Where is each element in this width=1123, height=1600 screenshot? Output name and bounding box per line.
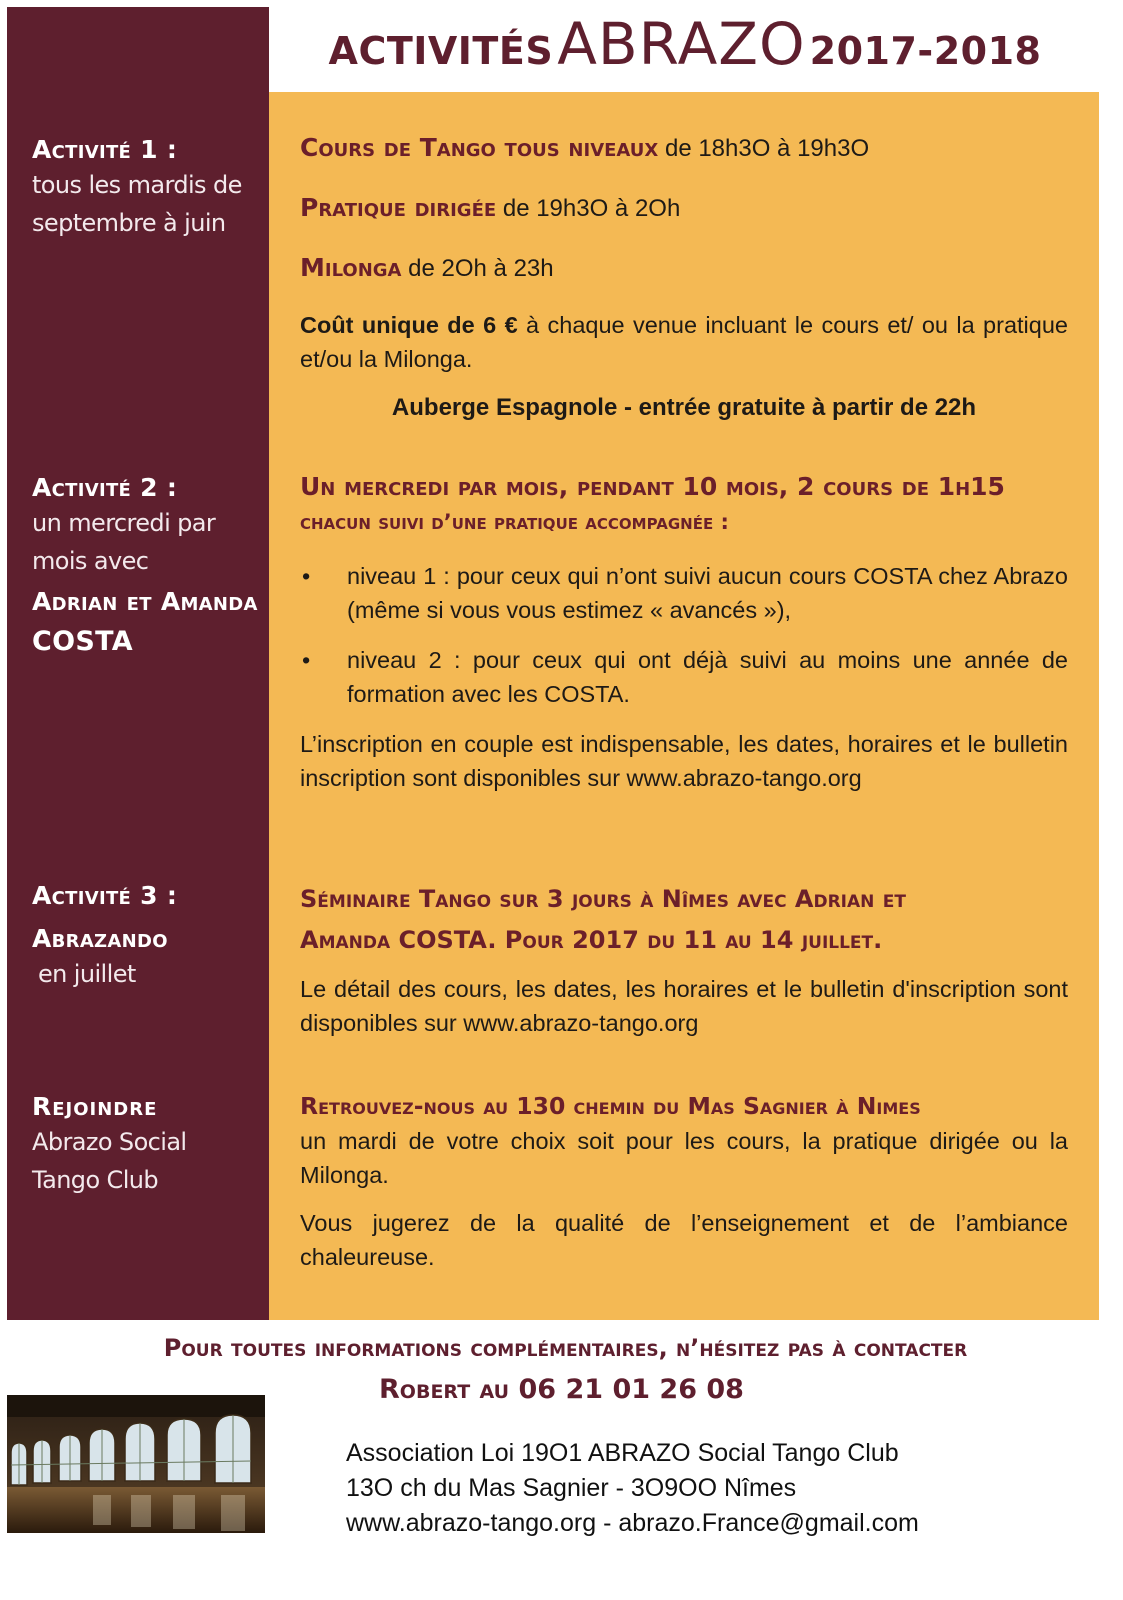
activity1-item-cours-time: de 18h3O à 19h3O (658, 135, 870, 162)
title-years: 2017-2018 (809, 29, 1042, 73)
activity1-side-line2: septembre à juin (32, 209, 226, 237)
activity3-heading-line1: Séminaire Tango sur 3 jours à Nîmes avec Adrian et (300, 885, 906, 913)
activity1-item-pratique-heading: Pratique dirigée (300, 193, 497, 222)
activity3-content (300, 878, 1068, 1040)
title-prefix: ACTIVITÉS (328, 29, 554, 73)
activity1-item-cours (300, 131, 1068, 166)
join-side-line1: Abrazo Social (32, 1128, 187, 1156)
activity2-side-line2: mois avec (32, 547, 149, 575)
activity2-bullet-2: niveau 2 : pour ceux qui ont déjà suivi au moins une année de formation avec les COSTA. (347, 647, 1068, 707)
activity3-detail: Le détail des cours, les dates, les horaires et le bulletin d'inscription sont disponibles sur www.abrazo-tango.org (300, 976, 1068, 1036)
activity2-side-costa: COSTA (32, 626, 133, 657)
activity2-bullet-1: niveau 1 : pour ceux qui n’ont suivi aucun cours COSTA chez Abrazo (même si vous vous estimez « avancés »), (347, 563, 1068, 623)
activity2-side (32, 472, 262, 658)
activity1-item-milonga-heading: Milonga (300, 253, 402, 282)
activity1-label: Activité 1 : (32, 135, 178, 164)
address-line1: Association Loi 19O1 ABRAZO Social Tango Club (346, 1439, 899, 1467)
activity1-side-line1: tous les mardis de (32, 171, 242, 199)
activity1-item-pratique-time: de 19h3O à 2Oh (496, 195, 681, 222)
activity2-label: Activité 2 : (32, 473, 178, 502)
activity1-cost (300, 308, 1068, 376)
join-content (300, 1088, 1068, 1274)
list-item (300, 643, 1068, 711)
join-side (32, 1091, 262, 1199)
activity2-side-line1: un mercredi par (32, 509, 216, 537)
activity1-content (300, 131, 1068, 425)
activity2-bullet-list (300, 559, 1068, 711)
venue-photo (7, 1395, 265, 1533)
contact-line1: Pour toutes informations complémentaires, n’hésitez pas à contacter (163, 1334, 968, 1362)
title-name: ABRAZO (557, 10, 806, 78)
contact-line2: Robert au 06 21 01 26 08 (379, 1374, 744, 1405)
bullet-icon: • (302, 647, 311, 673)
activity2-inscription: L’inscription en couple est indispensable, les dates, horaires et le bulletin inscription sont disponibles sur www.abrazo-tango.org (300, 731, 1068, 791)
activity2-heading-line2: chacun suivi d’une pratique accompagnée : (300, 510, 729, 534)
activity3-side (32, 880, 262, 993)
activity3-side-name: Abrazando (32, 924, 168, 953)
address-line2: 13O ch du Mas Sagnier - 3O9OO Nîmes (346, 1474, 797, 1502)
activity1-cost-bold: Coût unique de 6 € (300, 312, 518, 338)
activity1-auberge: Auberge Espagnole - entrée gratuite à partir de 22h (391, 394, 977, 421)
join-text1: un mardi de votre choix soit pour les cours, la pratique dirigée ou la Milonga. (300, 1128, 1068, 1188)
activity1-item-milonga (300, 251, 1068, 286)
join-side-line2: Tango Club (32, 1166, 159, 1194)
activity1-item-pratique (300, 191, 1068, 226)
join-heading: Retrouvez-nous au 130 chemin du Mas Sagnier à Nimes (300, 1092, 921, 1120)
activity1-item-cours-heading: Cours de Tango tous niveaux (300, 133, 659, 162)
list-item (300, 559, 1068, 627)
bullet-icon: • (302, 563, 311, 589)
join-text2: Vous jugerez de la qualité de l’enseignement et de l’ambiance chaleureuse. (300, 1210, 1068, 1270)
activity3-side-text: en juillet (38, 960, 136, 988)
address-block (346, 1436, 919, 1541)
activity3-label: Activité 3 : (32, 881, 178, 910)
address-line3: www.abrazo-tango.org - abrazo.France@gmail.com (346, 1509, 919, 1537)
page-title (272, 10, 1098, 90)
activity1-cost-text: à chaque venue incluant le cours et/ ou la pratique et/ou la Milonga. (300, 312, 1068, 372)
activity3-heading-line2: Amanda COSTA. Pour 2017 du 11 au 14 juillet. (300, 926, 883, 954)
activity1-side (32, 134, 262, 242)
activity2-content (300, 469, 1068, 795)
activity2-heading-line1: Un mercredi par mois, pendant 10 mois, 2 cours de 1h15 (300, 472, 1005, 501)
venue-photo-image (7, 1395, 265, 1533)
activity1-item-milonga-time: de 2Oh à 23h (401, 255, 554, 282)
join-label: Rejoindre (32, 1092, 158, 1121)
activity2-side-names: Adrian et Amanda (32, 587, 258, 616)
